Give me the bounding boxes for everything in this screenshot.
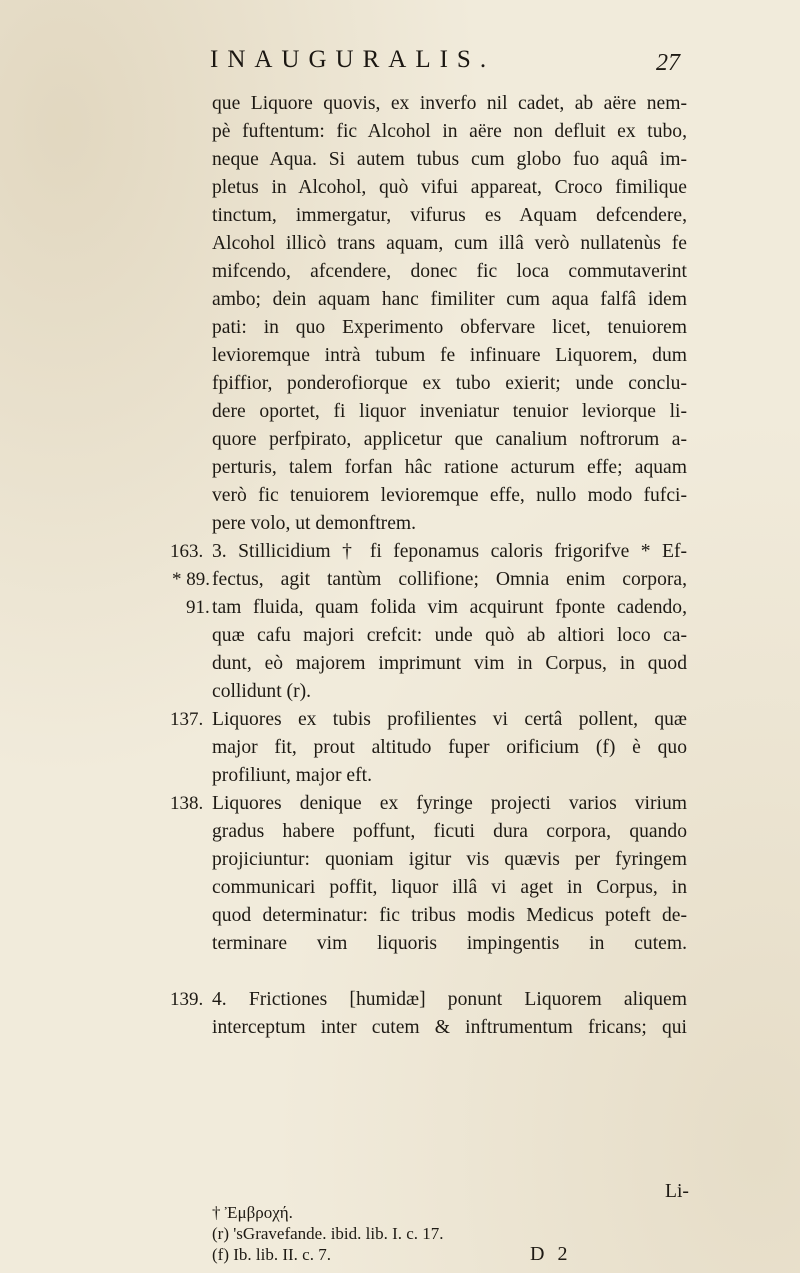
text-line: que Liquore quovis, ex inverfo nil cadet, ab aëre nem- [212,93,687,114]
footnote-dagger: † Ἐμβροχή. [212,1203,293,1222]
text-line: communicari poffit, liquor illâ vi aget in Corpus, in [212,877,687,898]
text-line: projiciuntur: quoniam igitur vis quævis per fyringem [212,849,687,870]
text-line: pè fuftentum: fic Alcohol in aëre non defluit ex tubo, [212,121,687,142]
section-number: 163. [170,541,204,562]
margin-reference: 91. [186,597,210,618]
text-line: 4. Frictiones [humidæ] ponunt Liquorem aliquem [212,989,687,1010]
section-number: 137. [170,709,204,730]
text-line: Alcohol illicò trans aquam, cum illâ verò nullatenùs fe [212,233,687,254]
text-line: ambo; dein aquam hanc fimiliter cum aqua falfâ idem [212,289,687,310]
text-line: fpiffior, ponderofiorque ex tubo exierit; unde conclu- [212,373,687,394]
margin-reference: * 89. [172,569,210,590]
text-line: 3. Stillicidium † fi feponamus caloris frigorifve * Ef- [212,541,687,562]
text-line: gradus habere poffunt, ficuti dura corpora, quando [212,821,687,842]
text-line: Liquores ex tubis profilientes vi certâ pollent, quæ [212,709,687,730]
text-line: pati: in quo Experimento obfervare licet, tenuiorem [212,317,687,338]
text-line: pletus in Alcohol, quò vifui appareat, Croco fimilique [212,177,687,198]
text-line: tinctum, immergatur, vifurus es Aquam defcendere, [212,205,687,226]
text-line: levioremque intrà tubum fe infinuare Liquorem, dum [212,345,687,366]
text-line: tam fluida, quam folida vim acquirunt fponte cadendo, [212,597,687,618]
text-line: pere volo, ut demonftrem. [212,513,417,534]
section-number: 139. [170,989,204,1010]
text-line: interceptum inter cutem & inftrumentum fricans; qui [212,1017,687,1038]
page-header [0,46,800,86]
signature-mark: D 2 [530,1243,572,1265]
text-line: collidunt (r). [212,681,312,702]
footnote-r: (r) 'sGravefande. ibid. lib. I. c. 17. [212,1224,444,1243]
text-line: neque Aqua. Si autem tubus cum globo fuo aquâ im- [212,149,687,170]
catchword: Li- [665,1181,689,1202]
text-line: fectus, agit tantùm collifione; Omnia enim corpora, [212,569,687,590]
text-line: verò fic tenuiorem levioremque effe, nullo modo fufci- [212,485,687,506]
text-line: quore perfpirato, applicetur que canalium noftrorum a- [212,429,687,450]
text-line: mifcendo, afcendere, donec fic loca commutaverint [212,261,687,282]
section-number: 138. [170,793,204,814]
text-line: quod determinatur: fic tribus modis Medicus poteft de- [212,905,687,926]
text-line: dere oportet, fi liquor inveniatur tenuior leviorque li- [212,401,687,422]
running-title: INAUGURALIS. [210,46,496,73]
text-line: major fit, prout altitudo fuper orificium (f) è quo [212,737,687,758]
text-line: dunt, eò majorem imprimunt vim in Corpus, in quod [212,653,687,674]
text-line: quæ cafu majori crefcit: unde quò ab altiori loco ca- [212,625,687,646]
page-number: 27 [656,50,680,76]
text-line: profiliunt, major eft. [212,765,372,786]
text-line: terminare vim liquoris impingentis in cutem. [212,933,687,954]
text-line: Liquores denique ex fyringe projecti varios virium [212,793,687,814]
footnote-s: (f) Ib. lib. II. c. 7. [212,1245,331,1264]
text-line: perturis, talem forfan hâc ratione acturum effe; aquam [212,457,687,478]
text-line [212,958,687,986]
